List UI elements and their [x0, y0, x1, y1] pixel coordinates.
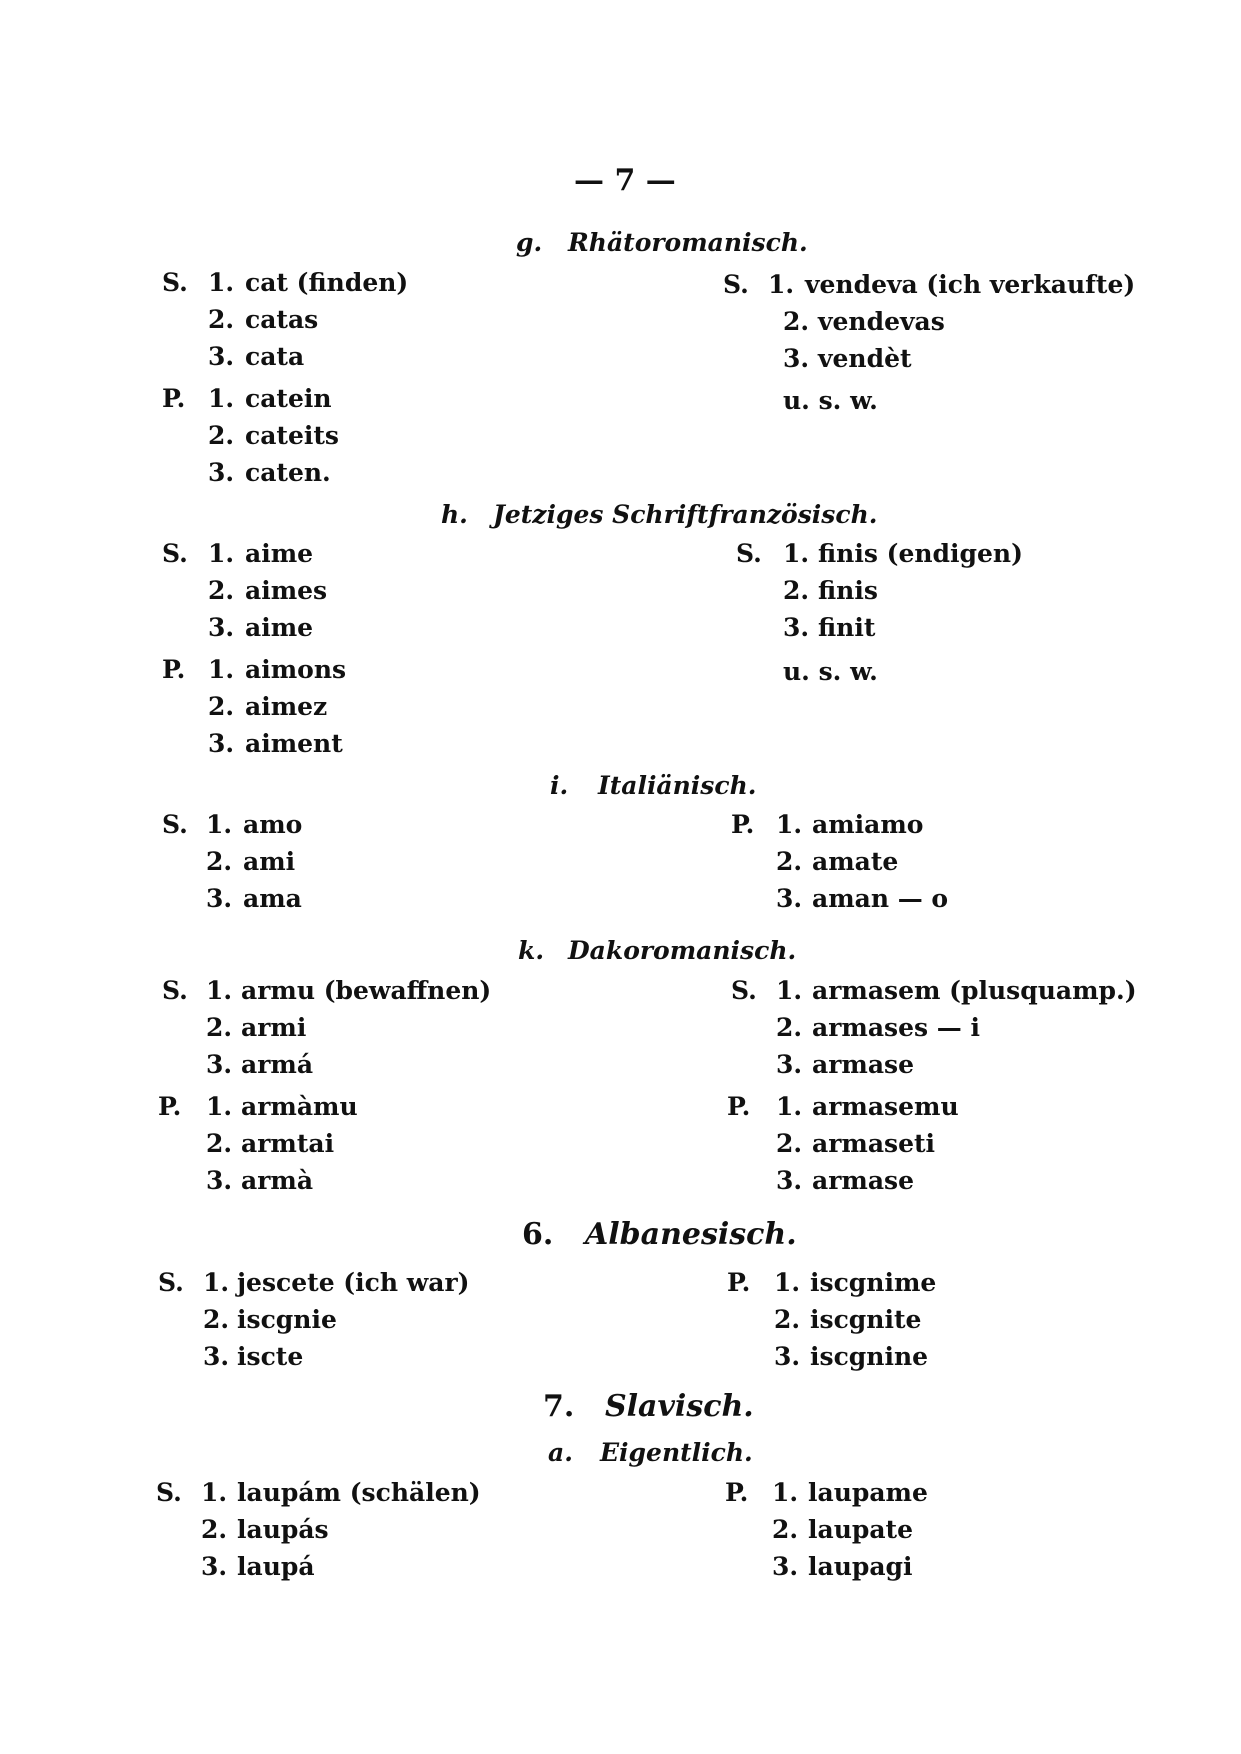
- verb-form: catas: [245, 305, 319, 334]
- person-label: 1.: [206, 1092, 233, 1121]
- verb-form: finit: [818, 613, 876, 642]
- person-label: 1.: [206, 810, 233, 839]
- verb-form: amo: [243, 810, 303, 839]
- number-label: S.: [158, 1268, 184, 1297]
- verb-form: iscgnite: [810, 1305, 922, 1334]
- person-label: 2.: [776, 847, 803, 876]
- person-label: 3.: [206, 1050, 233, 1079]
- section-heading-dakoromanisch: Dakoromanisch.: [568, 936, 797, 965]
- verb-form: catein: [245, 384, 332, 413]
- person-label: 2.: [206, 1129, 233, 1158]
- person-label: 3.: [776, 1166, 803, 1195]
- person-label: 2.: [203, 1305, 230, 1334]
- section-heading-italiaenisch: Italiänisch.: [598, 771, 757, 800]
- verb-form: jescete (ich war): [237, 1268, 470, 1297]
- person-label: 3.: [206, 884, 233, 913]
- person-label: 1.: [772, 1478, 799, 1507]
- number-label: S.: [731, 976, 757, 1005]
- verb-form: iscgnie: [237, 1305, 337, 1334]
- person-label: 3.: [774, 1342, 801, 1371]
- verb-form: aman — o: [812, 884, 949, 913]
- number-label: P.: [727, 1092, 751, 1121]
- person-label: 1.: [776, 1092, 803, 1121]
- number-label: S.: [162, 539, 188, 568]
- person-label: 2.: [783, 576, 810, 605]
- section-heading-rhaetoromanisch: Rhätoromanisch.: [568, 228, 808, 257]
- number-label: P.: [162, 655, 186, 684]
- number-label: P.: [725, 1478, 749, 1507]
- person-label: 1.: [208, 655, 235, 684]
- person-label: 2.: [208, 421, 235, 450]
- person-label: 2.: [201, 1515, 228, 1544]
- section-heading-albanesisch: Albanesisch.: [585, 1217, 797, 1252]
- person-label: 3.: [208, 342, 235, 371]
- number-label: S.: [162, 810, 188, 839]
- verb-form: laupagi: [808, 1552, 913, 1581]
- number-label: P.: [731, 810, 755, 839]
- verb-form: iscgnine: [810, 1342, 929, 1371]
- verb-form: ami: [243, 847, 296, 876]
- person-label: 1.: [203, 1268, 230, 1297]
- section-heading-schriftfranzoesisch: Jetziges Schriftfranzösisch.: [493, 500, 878, 529]
- verb-form: armase: [812, 1166, 915, 1195]
- verb-form: armu (bewaffnen): [241, 976, 492, 1005]
- subsection-heading-eigentlich: Eigentlich.: [600, 1438, 753, 1467]
- etc-note: u. s. w.: [783, 386, 878, 415]
- verb-form: aimez: [245, 692, 328, 721]
- verb-form: aimons: [245, 655, 347, 684]
- person-label: 1.: [776, 976, 803, 1005]
- number-label: S.: [162, 976, 188, 1005]
- verb-form: amate: [812, 847, 899, 876]
- verb-form: iscgnime: [810, 1268, 937, 1297]
- page-number: — 7 —: [574, 163, 676, 198]
- person-label: 2.: [208, 305, 235, 334]
- person-label: 3.: [772, 1552, 799, 1581]
- person-label: 2.: [208, 692, 235, 721]
- person-label: 3.: [203, 1342, 230, 1371]
- person-label: 2.: [206, 1013, 233, 1042]
- person-label: 3.: [783, 344, 810, 373]
- etc-note: u. s. w.: [783, 657, 878, 686]
- person-label: 1.: [768, 270, 795, 299]
- verb-form: iscte: [237, 1342, 304, 1371]
- section-letter-g: g.: [516, 228, 543, 257]
- person-label: 1.: [201, 1478, 228, 1507]
- number-label: P.: [162, 384, 186, 413]
- verb-form: laupám (schälen): [237, 1478, 481, 1507]
- person-label: 2.: [783, 307, 810, 336]
- person-label: 2.: [774, 1305, 801, 1334]
- person-label: 3.: [208, 729, 235, 758]
- person-label: 2.: [208, 576, 235, 605]
- verb-form: vendèt: [818, 344, 912, 373]
- verb-form: armtai: [241, 1129, 335, 1158]
- verb-form: laupame: [808, 1478, 928, 1507]
- verb-form: caten.: [245, 458, 331, 487]
- person-label: 2.: [772, 1515, 799, 1544]
- verb-form: laupás: [237, 1515, 329, 1544]
- number-label: S.: [723, 270, 749, 299]
- person-label: 1.: [776, 810, 803, 839]
- verb-form: aimes: [245, 576, 328, 605]
- section-heading-slavisch: Slavisch.: [605, 1389, 754, 1424]
- verb-form: vendevas: [818, 307, 945, 336]
- verb-form: armasemu: [812, 1092, 959, 1121]
- person-label: 2.: [776, 1129, 803, 1158]
- person-label: 1.: [208, 539, 235, 568]
- verb-form: laupá: [237, 1552, 315, 1581]
- verb-form: vendeva (ich verkaufte): [805, 270, 1136, 299]
- person-label: 3.: [776, 1050, 803, 1079]
- verb-form: armàmu: [241, 1092, 358, 1121]
- verb-form: armà: [241, 1166, 314, 1195]
- number-label: S.: [736, 539, 762, 568]
- section-letter-i: i.: [550, 771, 569, 800]
- section-letter-k: k.: [518, 936, 545, 965]
- verb-form: cata: [245, 342, 305, 371]
- verb-form: amiamo: [812, 810, 924, 839]
- person-label: 1.: [774, 1268, 801, 1297]
- person-label: 2.: [776, 1013, 803, 1042]
- number-label: P.: [727, 1268, 751, 1297]
- verb-form: armasem (plusquamp.): [812, 976, 1137, 1005]
- verb-form: armá: [241, 1050, 314, 1079]
- verb-form: cat (finden): [245, 268, 409, 297]
- section-number-7: 7.: [543, 1389, 575, 1424]
- verb-form: aiment: [245, 729, 343, 758]
- person-label: 3.: [201, 1552, 228, 1581]
- person-label: 3.: [783, 613, 810, 642]
- person-label: 2.: [206, 847, 233, 876]
- verb-form: aime: [245, 613, 314, 642]
- section-number-6: 6.: [522, 1217, 554, 1252]
- person-label: 1.: [783, 539, 810, 568]
- verb-form: armi: [241, 1013, 307, 1042]
- verb-form: armases — i: [812, 1013, 980, 1042]
- verb-form: cateits: [245, 421, 339, 450]
- verb-form: armase: [812, 1050, 915, 1079]
- person-label: 3.: [208, 458, 235, 487]
- verb-form: finis: [818, 576, 878, 605]
- subsection-letter-a: a.: [548, 1438, 573, 1467]
- verb-form: ama: [243, 884, 302, 913]
- number-label: S.: [162, 268, 188, 297]
- person-label: 1.: [206, 976, 233, 1005]
- person-label: 3.: [208, 613, 235, 642]
- number-label: P.: [158, 1092, 182, 1121]
- verb-form: laupate: [808, 1515, 914, 1544]
- person-label: 3.: [206, 1166, 233, 1195]
- verb-form: aime: [245, 539, 314, 568]
- person-label: 1.: [208, 268, 235, 297]
- section-letter-h: h.: [441, 500, 468, 529]
- person-label: 3.: [776, 884, 803, 913]
- person-label: 1.: [208, 384, 235, 413]
- verb-form: finis (endigen): [818, 539, 1023, 568]
- verb-form: armaseti: [812, 1129, 936, 1158]
- number-label: S.: [156, 1478, 182, 1507]
